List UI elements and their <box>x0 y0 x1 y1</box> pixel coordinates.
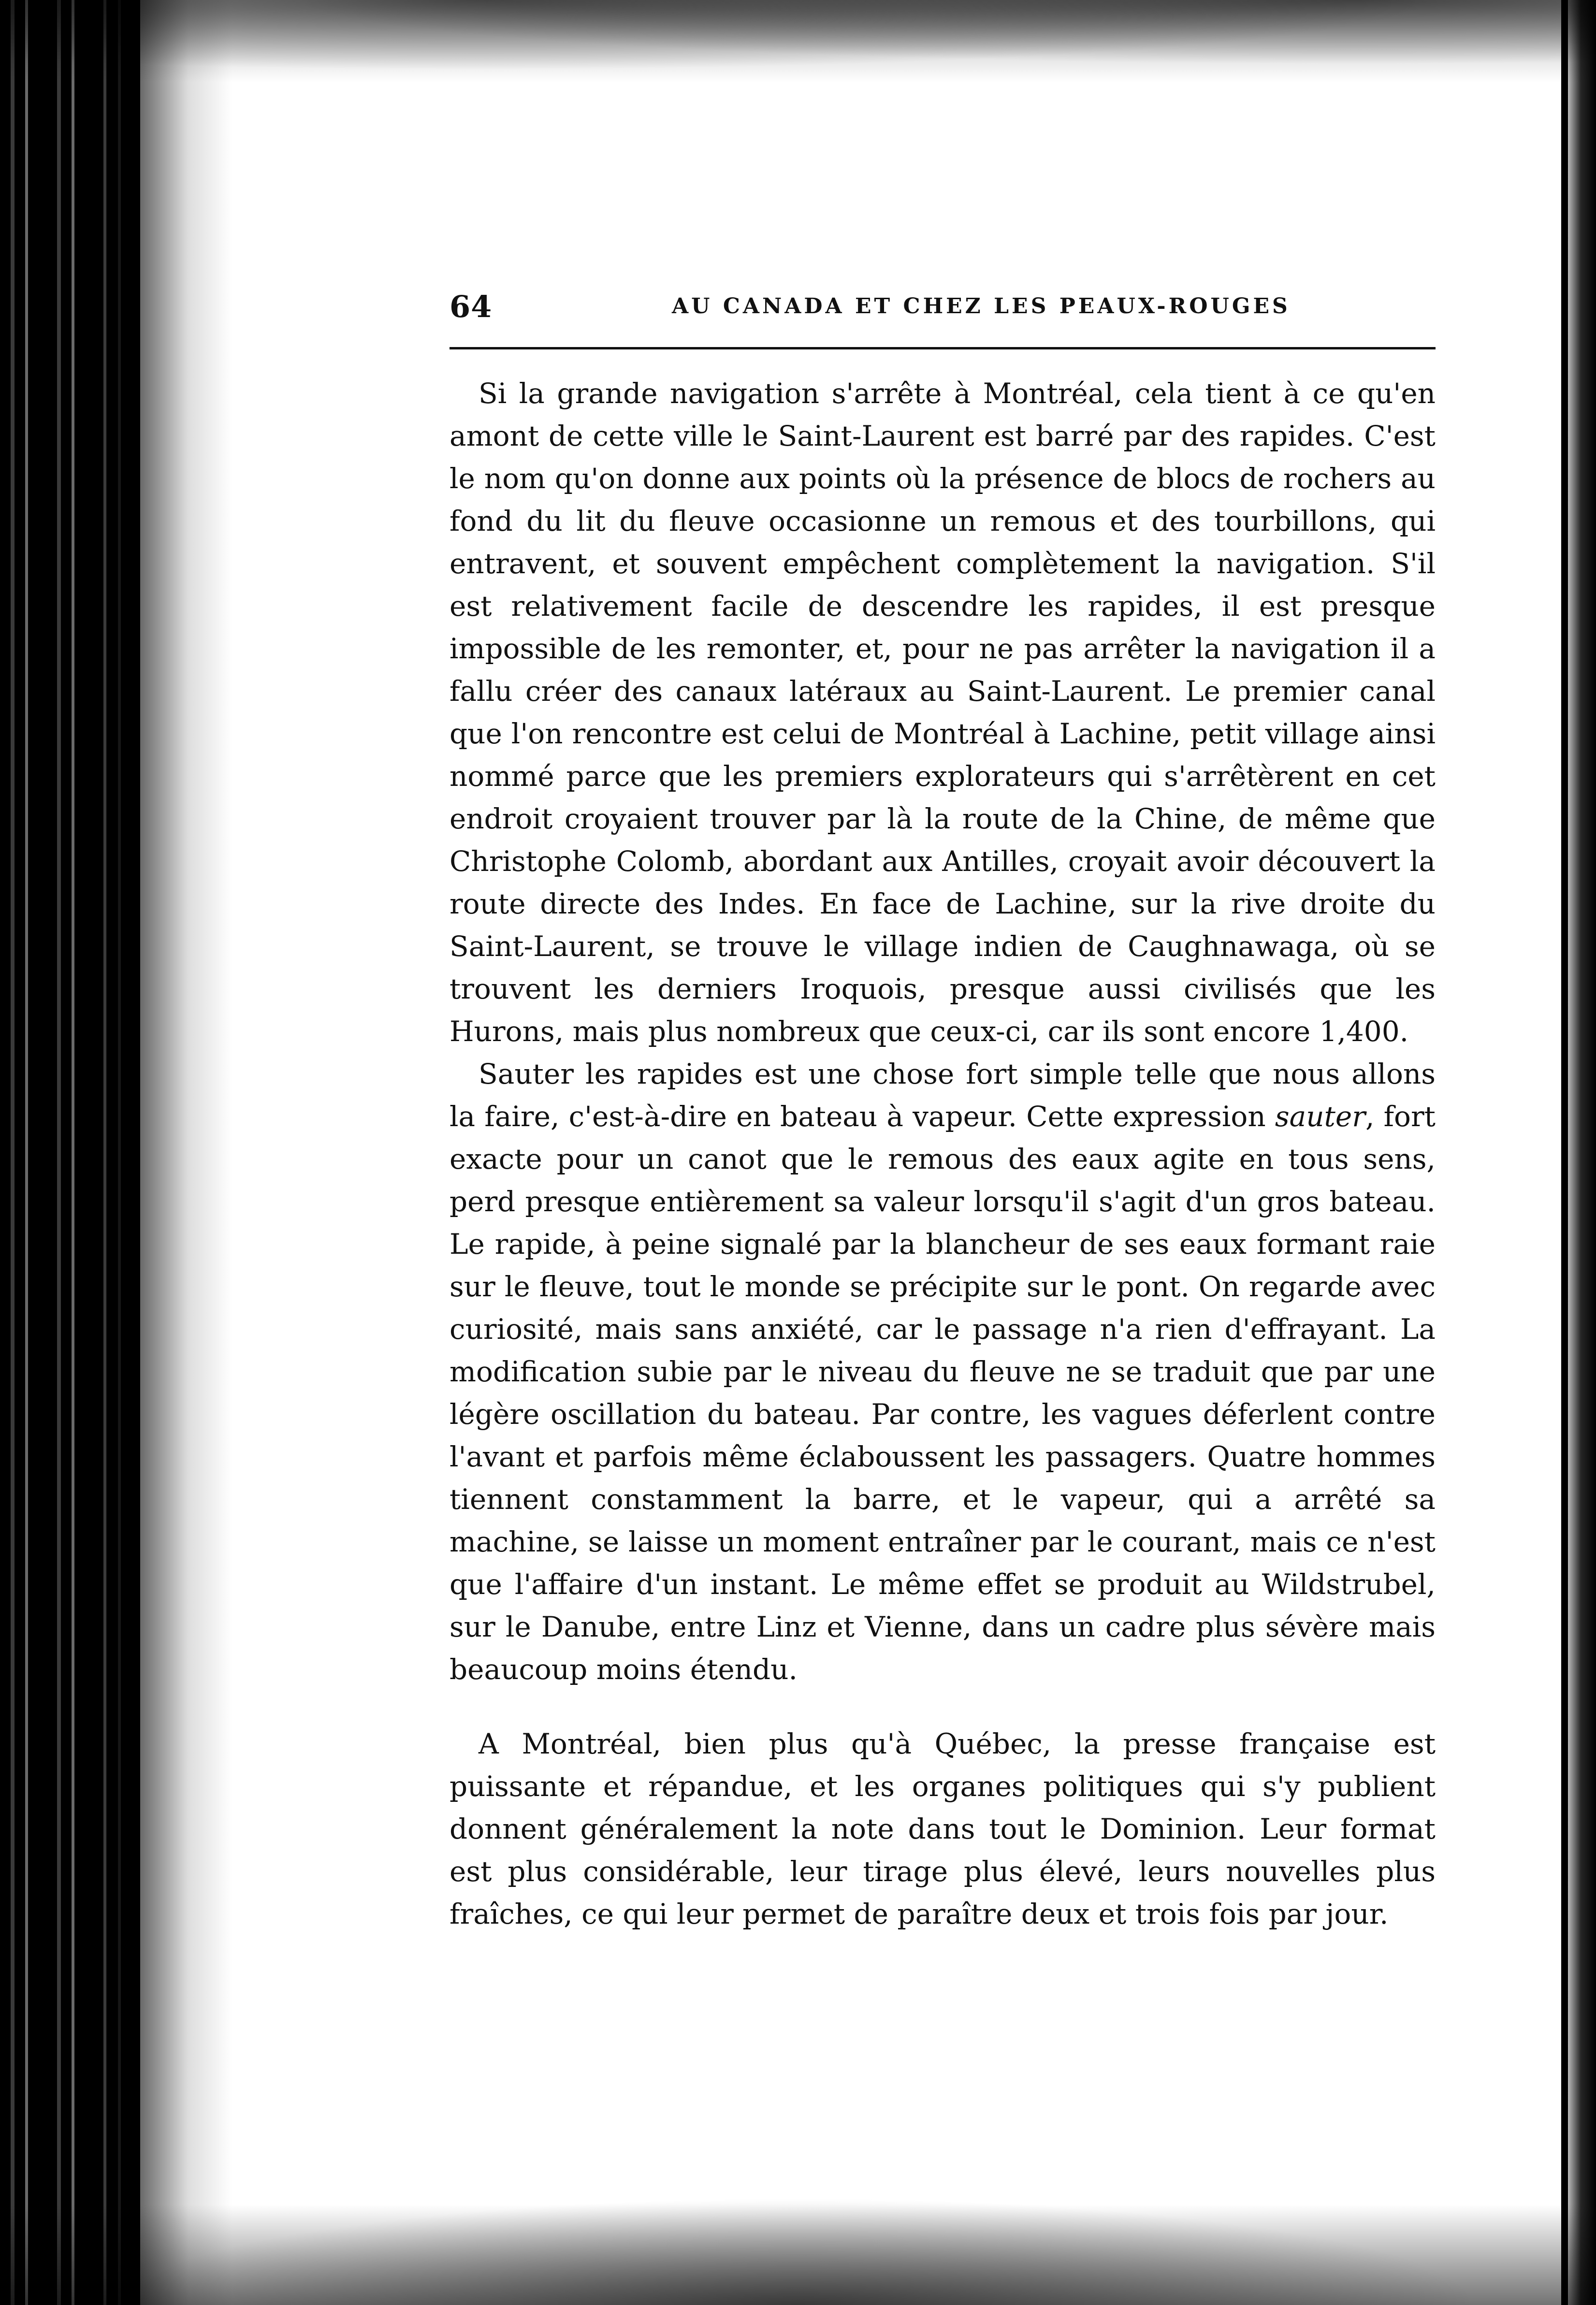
paragraph-rapides <box>450 372 1436 1053</box>
binding-gradient <box>106 0 232 2305</box>
header-rule <box>450 347 1436 349</box>
paragraph-sauter <box>450 1053 1436 1691</box>
paragraph-text: Sauter les rapides est une chose fort simple telle que nous allons la faire, c'est-à-dire en bateau à vapeur. Cette expression <box>450 1058 1436 1133</box>
paragraph-text: Si la grande navigation s'arrête à Montréal, cela tient à ce qu'en amont de cette ville le Saint-Laurent est barré par des rapides. C'est le nom qu'on donne aux points où la présence de blocs de rochers au fond du lit du fleuve occasionne un remous et des tourbillons, qui entravent, et souvent empêchent complètement la navigation. S'il est relativement facile de descendre les rapides, il est presque impossible de les remonter, et, pour ne pas arrêter la navigation il a fallu créer des canaux latéraux au Saint-Laurent. Le premier canal que l'on rencontre est celui de Montréal à Lachine, petit village ainsi nommé parce que les premiers explorateurs qui s'arrêtèrent en cet endroit croyaient trouver par là la route de la Chine, de même que Christophe Colomb, abordant aux Antilles, croyait avoir découvert la route directe des Indes. En face de Lachine, sur la rive droite du Saint-Laurent, se trouve le village indien de Caughnawaga, où se trouvent les derniers Iroquois, presque aussi civilisés que les Hurons, mais plus nombreux que ceux-ci, car ils sont encore 1,400. <box>450 377 1436 1048</box>
page-number: 64 <box>450 289 493 324</box>
paragraph-text: A Montréal, bien plus qu'à Québec, la presse française est puissante et répandue, et les organes politiques qui s'y publient donnent généralement la note dans tout le Dominion. Leur format est plus considérable, leur tirage plus élevé, leurs nouvelles plus fraîches, ce qui leur permet de paraître deux et trois fois par jour. <box>450 1727 1436 1930</box>
top-scan-shadow <box>0 0 1596 82</box>
bottom-scan-shadow <box>0 2179 1596 2305</box>
paragraph-text: , fort exacte pour un canot que le remous des eaux agite en tous sens, perd presque entièrement sa valeur lorsqu'il s'agit d'un gros bateau. Le rapide, à peine signalé par la blancheur de ses eaux formant raie sur le fleuve, tout le monde se précipite sur le pont. On regarde avec curiosité, mais sans anxiété, car le passage n'a rien d'effrayant. La modification subie par le niveau du fleuve ne se traduit que par une légère oscillation du bateau. Par contre, les vagues déferlent contre l'avant et parfois même éclaboussent les passagers. Quatre hommes tiennent constamment la barre, et le vapeur, qui a arrêté sa machine, se laisse un moment entraîner par le courant, mais ce n'est que l'affaire d'un instant. Le même effet se produit au Wildstrubel, sur le Danube, entre Linz et Vienne, dans un cadre plus sévère mais beaucoup moins étendu. <box>450 1100 1436 1686</box>
emphasized-word: sauter <box>1275 1100 1365 1133</box>
paragraph-presse <box>450 1723 1436 1935</box>
body-text <box>450 372 1436 1935</box>
running-head <box>450 289 1436 328</box>
right-edge-line <box>1561 0 1568 2305</box>
running-title: AU CANADA ET CHEZ LES PEAUX-ROUGES <box>672 294 1291 319</box>
